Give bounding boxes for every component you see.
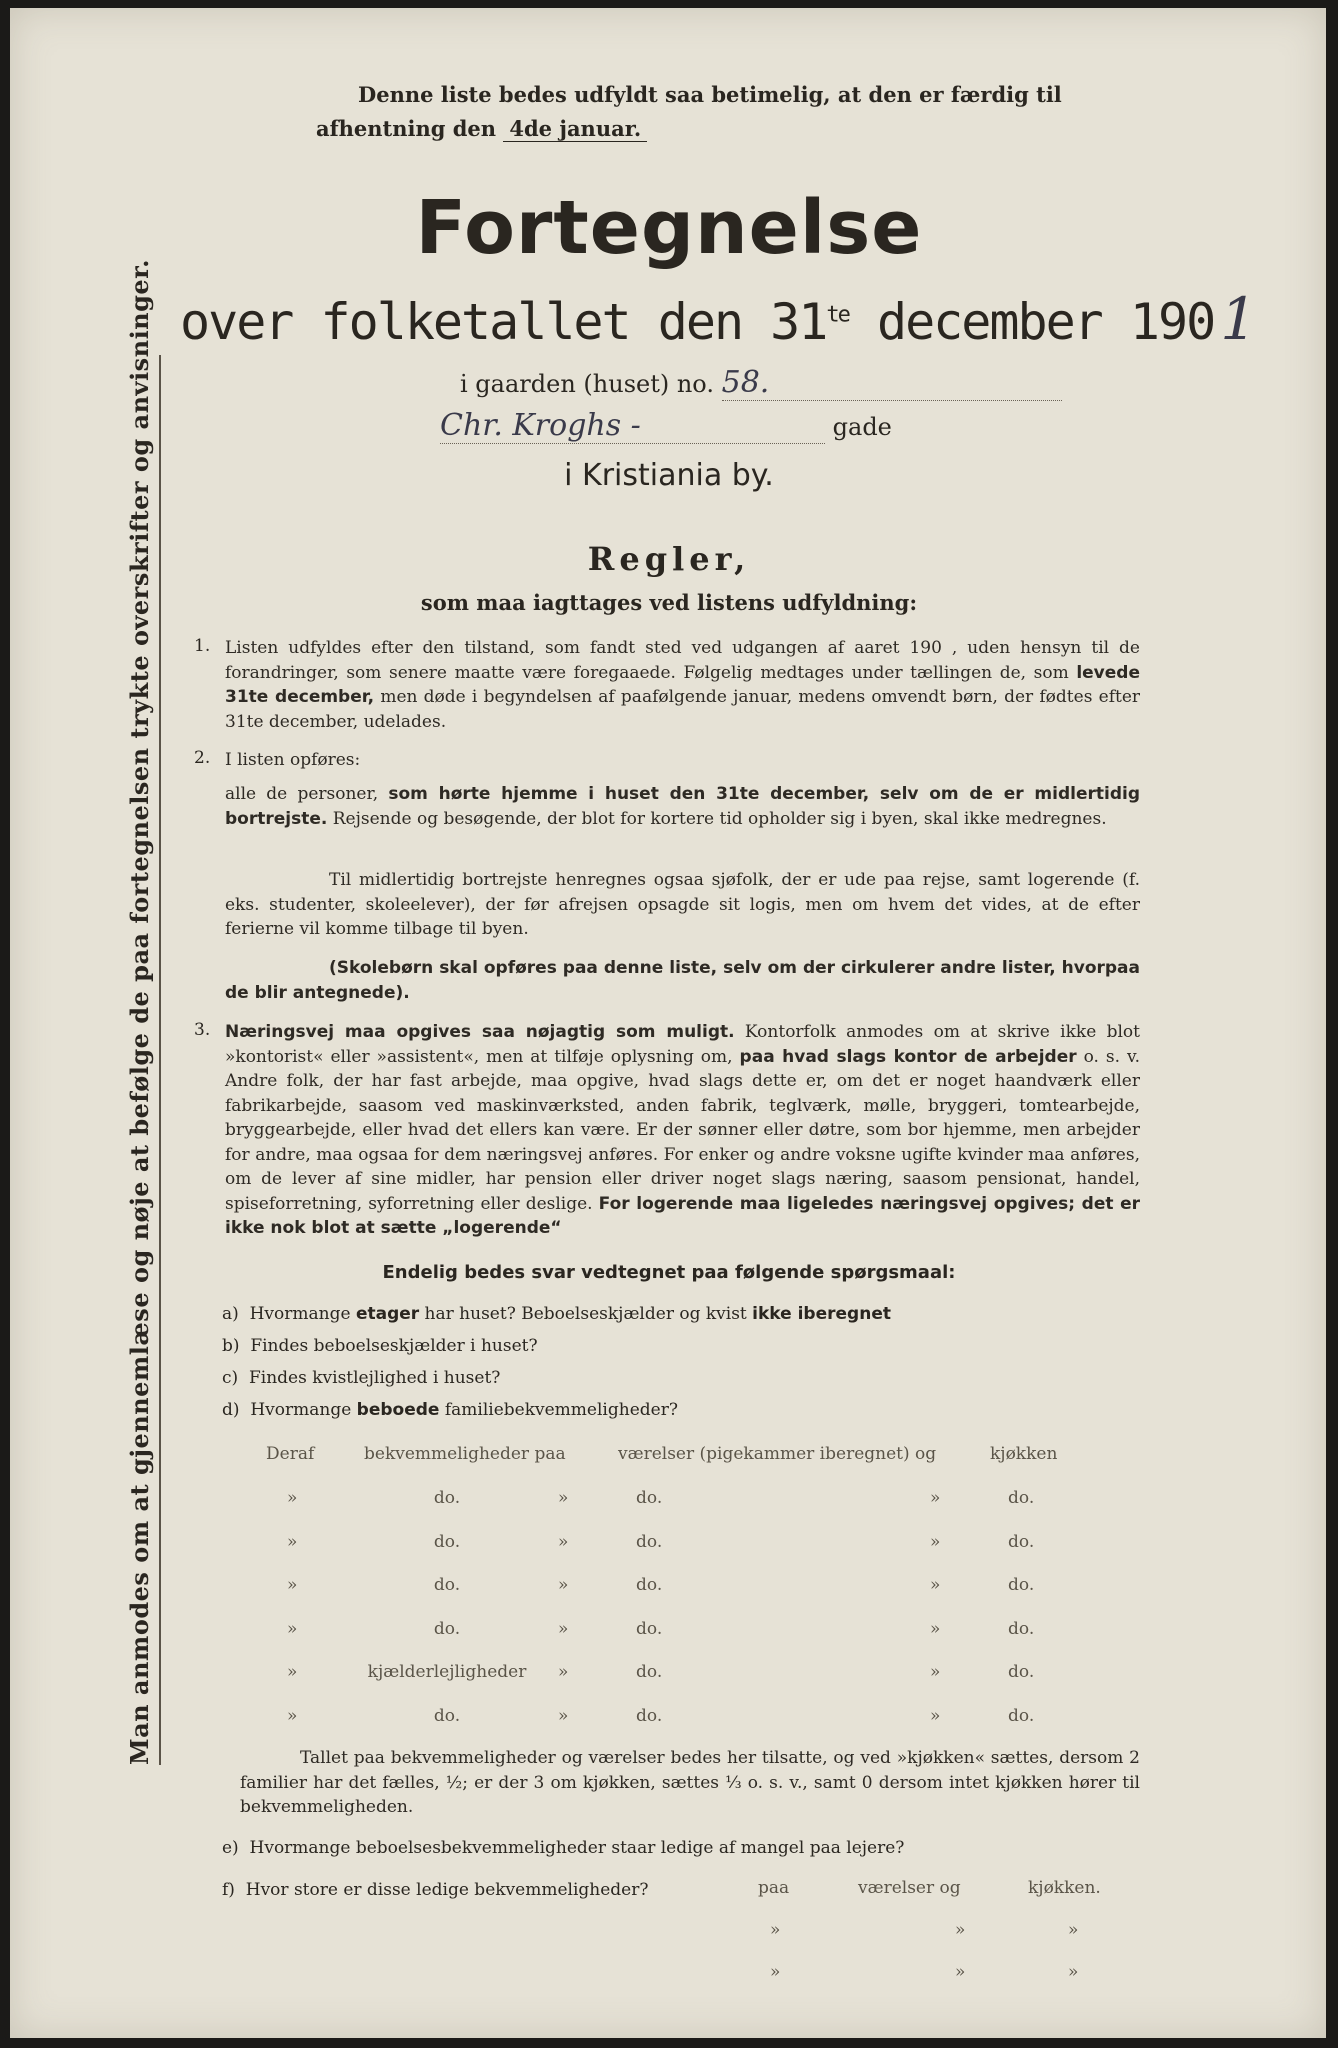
table-row-6-c4: do. bbox=[1008, 1705, 1035, 1726]
table-row-5-c1: » bbox=[287, 1662, 298, 1682]
table-row-2-c2q: » bbox=[558, 1531, 569, 1552]
question-f-letter: f) bbox=[222, 1880, 235, 1900]
table-row-3-c1: » bbox=[287, 1575, 298, 1595]
table-row-4-c3q: » bbox=[930, 1618, 941, 1639]
rule-2-lead: I listen opføres: bbox=[225, 750, 361, 770]
question-a bbox=[222, 1302, 891, 1326]
table-row-2-c3: do. bbox=[636, 1531, 663, 1552]
intro-line-1: Denne liste bedes udfyldt saa betimelig, at den er færdig til bbox=[358, 82, 1062, 107]
question-f-text: Hvor store er disse ledige bekvemmeligheder? bbox=[245, 1880, 649, 1900]
subtitle-suffix: december 190 bbox=[848, 293, 1215, 351]
question-f-paa: paa bbox=[758, 1878, 790, 1898]
rule-3-text bbox=[225, 1020, 1140, 1241]
rule-1-bold: levede 31te december, bbox=[225, 662, 1140, 707]
table-row-2-c4: do. bbox=[1008, 1531, 1035, 1552]
subtitle-sup: te bbox=[826, 302, 849, 328]
question-b-text: Findes beboelseskjælder i huset? bbox=[250, 1336, 538, 1356]
rule-3-bold-1: Næringsvej maa opgives saa nøjagtig som muligt. bbox=[225, 1022, 735, 1042]
street-suffix: gade bbox=[832, 413, 892, 441]
rule-2-part-1: alle de personer, bbox=[225, 784, 389, 804]
questions-heading: Endelig bedes svar vedtegnet paa følgende spørgsmaal: bbox=[382, 1262, 956, 1283]
street-name-value: Chr. Kroghs - bbox=[440, 408, 825, 444]
table-row-6-c2q: » bbox=[558, 1705, 569, 1726]
table-row-5-c2q: » bbox=[558, 1662, 569, 1682]
table-row-3-c4: do. bbox=[1008, 1575, 1035, 1595]
question-d-bold: beboede bbox=[356, 1400, 440, 1420]
rule-3-bold-2: paa hvad slags kontor de arbejder bbox=[739, 1046, 1077, 1067]
rule-2-paragraph-3: (Skolebørn skal opføres paa denne liste, selv om der cirkulerer andre lister, hvorpaa de blir antegnede). bbox=[225, 958, 1140, 1003]
table-row-1-c1: » bbox=[287, 1488, 298, 1508]
question-e-letter: e) bbox=[222, 1838, 239, 1858]
table-row-1-c2q: » bbox=[558, 1488, 569, 1508]
question-d bbox=[222, 1398, 678, 1422]
table-row-5-c4: do. bbox=[1008, 1662, 1035, 1682]
table-row-6-c3q: » bbox=[930, 1705, 941, 1726]
table-row-6-c2: do. bbox=[433, 1705, 461, 1726]
table-row-4-c4: do. bbox=[1008, 1618, 1035, 1639]
table-row-1-c4: do. bbox=[1008, 1488, 1035, 1508]
question-a-bold-1: etager bbox=[355, 1304, 420, 1324]
table-row-4-c2: do. bbox=[433, 1618, 461, 1639]
table-row-6-c1: » bbox=[287, 1705, 298, 1726]
question-f-kitchen: kjøkken. bbox=[1028, 1878, 1101, 1898]
question-f-mark-1: » bbox=[770, 1920, 781, 1940]
table-row-2-c2: do. bbox=[433, 1531, 461, 1552]
table-row-5-c3: do. bbox=[636, 1662, 663, 1682]
table-header-rooms: værelser (pigekammer iberegnet) og bbox=[618, 1444, 937, 1464]
question-e bbox=[222, 1836, 904, 1860]
house-number-row bbox=[460, 365, 1062, 401]
question-c-text: Findes kvistlejlighed i huset? bbox=[248, 1368, 501, 1388]
rule-2-number: 2. bbox=[194, 748, 211, 768]
table-row-4-c1: » bbox=[287, 1618, 298, 1639]
question-d-part-1: Hvormange bbox=[250, 1400, 357, 1420]
rule-2-bold: som hørte hjemme i huset den 31te december, selv om de er midlertidig bortrejste. bbox=[225, 784, 1140, 829]
question-a-bold-2: ikke iberegnet bbox=[752, 1304, 891, 1324]
question-b bbox=[222, 1334, 538, 1358]
intro-line-2-prefix: afhentning den bbox=[316, 116, 497, 141]
table-row-3-c3q: » bbox=[930, 1575, 941, 1595]
table-row-3-c3: do. bbox=[636, 1575, 663, 1595]
rule-1-number: 1. bbox=[194, 636, 211, 656]
rule-3-part-1: Kontorfolk anmodes om at skrive ikke blot »kontorist« eller »assistent«, men at tilføje oplysning om, bbox=[225, 1022, 1140, 1067]
question-a-part-2: har huset? Beboelseskjælder og kvist bbox=[419, 1304, 753, 1324]
table-row-1-c3q: » bbox=[930, 1488, 941, 1508]
rule-1-text bbox=[225, 636, 1140, 734]
question-f-mark-4: » bbox=[770, 1962, 781, 1982]
table-row-1-c3: do. bbox=[636, 1488, 663, 1508]
intro-line-2 bbox=[316, 112, 647, 146]
question-f-rooms: værelser og bbox=[858, 1878, 961, 1898]
form-title: Fortegnelse bbox=[415, 185, 923, 271]
question-f-mark-3: » bbox=[1068, 1920, 1079, 1940]
rule-1-part-2: men døde i begyndelsen af paafølgende januar, medens omvendt børn, der fødtes efter 31te december, udelades. bbox=[225, 687, 1141, 732]
side-instruction-text: Man anmodes om at gjennemlæse og nøje at befølge de paa fortegnelsen trykte overskrifter og anvisninger. bbox=[125, 259, 154, 1765]
table-row-1-c2: do. bbox=[433, 1488, 461, 1508]
table-row-6-c3: do. bbox=[636, 1705, 663, 1726]
question-d-part-2: familiebekvemmeligheder? bbox=[439, 1400, 678, 1420]
rules-subheading: som maa iagttages ved listens udfyldning: bbox=[420, 590, 918, 615]
table-row-5-c2: kjælderlejligheder bbox=[367, 1662, 527, 1682]
pickup-date: 4de januar. bbox=[503, 116, 647, 142]
rule-2-part-2: Rejsende og besøgende, der blot for kortere tid opholder sig i byen, skal ikke medregnes. bbox=[327, 808, 1107, 829]
rule-1-part-1: Listen udfyldes efter den tilstand, som fandt sted ved udgangen af aaret 190 , uden hensyn til de forandringer, som senere maatte være foregaaede. Følgelig medtages under tællingen de, som bbox=[225, 638, 1140, 683]
question-e-text: Hvormange beboelsesbekvemmeligheder staar ledige af mangel paa lejere? bbox=[249, 1838, 905, 1858]
city-label: i Kristiania by. bbox=[564, 458, 774, 493]
table-note: Tallet paa bekvemmeligheder og værelser bedes her tilsatte, og ved »kjøkken« sættes, dersom 2 familier har det fælles, ½; er der 3 om kjøkken, sættes ⅓ o. s. v., samt 0 dersom intet kjøkken hører til bekvemmeligheden. bbox=[240, 1748, 1140, 1817]
table-row-2-c1: » bbox=[287, 1531, 298, 1552]
rule-3-number: 3. bbox=[194, 1020, 211, 1040]
question-a-part-1: Hvormange bbox=[249, 1304, 356, 1324]
table-row-5-c3q: » bbox=[930, 1662, 941, 1682]
rule-2-text bbox=[225, 782, 1140, 831]
table-header-units: bekvemmeligheder paa bbox=[364, 1444, 566, 1464]
question-b-letter: b) bbox=[222, 1336, 240, 1356]
rule-3-part-2: o. s. v. Andre folk, der har fast arbejde, maa opgive, hvad slags dette er, om det er noget haandværk eller fabrikarbejde, saasom ved maskinværksted, anden fabrik, teglværk, mølle, bryggeri, tomtearbejde, bryggearbejde, eller hvad det ellers kan være. Er der sønner eller døtre, som bor hjemme, men arbejder for andre, maa ogsaa for dem næringsvej anføres. For enker og andre voksne ugifte kvinder maa anføres, om de lever af sine midler, har pension eller driver noget slags næring, saasom pensionat, handel, spiseforretning, syforretning eller deslige. bbox=[225, 1046, 1141, 1214]
question-c-letter: c) bbox=[222, 1368, 239, 1388]
question-c bbox=[222, 1366, 500, 1390]
table-row-4-c3: do. bbox=[636, 1618, 663, 1639]
house-number-value: 58. bbox=[722, 365, 1062, 401]
question-f bbox=[222, 1878, 648, 1902]
table-row-3-c2: do. bbox=[433, 1575, 461, 1595]
table-row-3-c2q: » bbox=[558, 1575, 569, 1595]
subtitle-prefix: over folketallet den 31 bbox=[180, 293, 827, 351]
table-row-4-c2q: » bbox=[558, 1618, 569, 1639]
house-number-label: i gaarden (huset) no. bbox=[460, 370, 714, 398]
question-f-mark-5: » bbox=[955, 1962, 966, 1982]
rule-3-bold-3: For logerende maa ligeledes næringsvej opgives; det er ikke nok blot at sætte „logerende“ bbox=[225, 1193, 1140, 1238]
form-subtitle bbox=[180, 285, 1255, 353]
question-d-letter: d) bbox=[222, 1400, 240, 1420]
street-row bbox=[440, 408, 892, 444]
question-a-letter: a) bbox=[222, 1304, 239, 1324]
handwritten-year: 1 bbox=[1220, 285, 1256, 353]
table-header-kitchen: kjøkken bbox=[990, 1444, 1058, 1464]
question-f-mark-2: » bbox=[955, 1920, 966, 1940]
rule-2-paragraph-2: Til midlertidig bortrejste henregnes ogsaa sjøfolk, der er ude paa rejse, samt logerende (f. eks. studenter, skoleelever), der før afrejsen opsagde sit logis, men om hvem det vides, at de efter ferierne vil komme tilbage til byen. bbox=[225, 870, 1140, 939]
question-f-mark-6: » bbox=[1068, 1962, 1079, 1982]
table-row-2-c3q: » bbox=[930, 1531, 941, 1552]
rules-heading: Regler, bbox=[587, 540, 751, 578]
table-header-deraf: Deraf bbox=[266, 1444, 315, 1464]
